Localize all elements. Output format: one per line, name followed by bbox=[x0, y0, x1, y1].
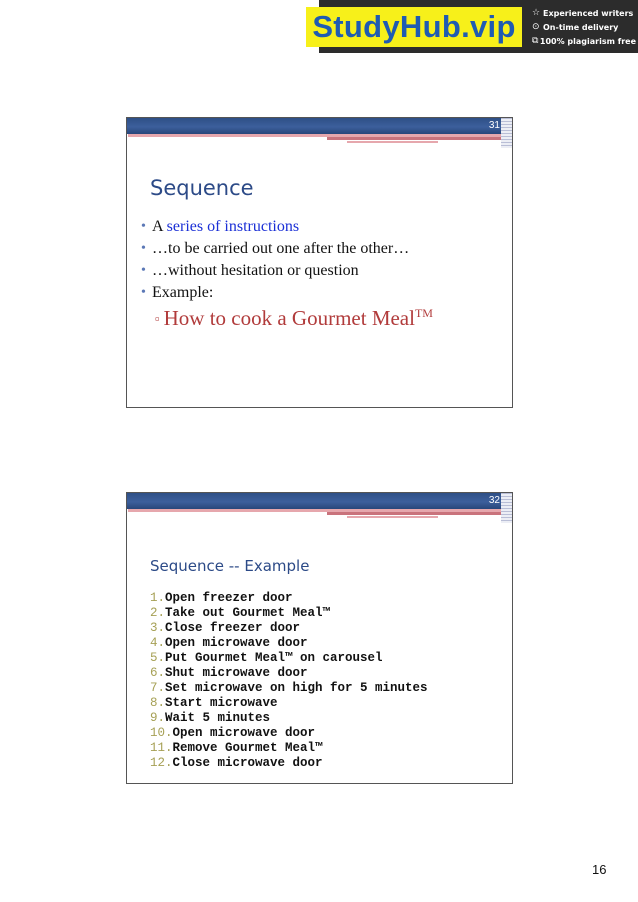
step-item bbox=[150, 606, 428, 621]
step-number: 6. bbox=[150, 666, 166, 680]
bullet-dot: • bbox=[141, 263, 146, 278]
step-item bbox=[150, 651, 428, 666]
slide-title: Sequence -- Example bbox=[150, 557, 310, 575]
step-number: 12. bbox=[150, 756, 173, 770]
step-text: Set microwave on high for 5 minutes bbox=[165, 681, 428, 695]
slide-31 bbox=[126, 117, 513, 408]
accent-line bbox=[327, 512, 501, 515]
feature-plagiarism-free bbox=[532, 34, 636, 48]
bullet-item bbox=[141, 260, 409, 282]
step-number: 2. bbox=[150, 606, 166, 620]
bullet-text: …without hesitation or question bbox=[152, 262, 359, 279]
bullet-text: …to be carried out one after the other… bbox=[152, 240, 410, 257]
bullet-item bbox=[141, 216, 409, 238]
studyhub-logo[interactable] bbox=[312, 0, 516, 53]
feature-text: Experienced writers bbox=[543, 8, 634, 18]
accent-line bbox=[347, 141, 438, 143]
slide-header-accent bbox=[127, 134, 501, 142]
banner-features bbox=[532, 6, 636, 48]
bullet-text: Example: bbox=[152, 284, 214, 301]
slide-header-bar bbox=[127, 118, 501, 134]
slide-header-accent bbox=[127, 509, 501, 517]
step-item bbox=[150, 591, 428, 606]
step-number: 4. bbox=[150, 636, 166, 650]
step-item bbox=[150, 666, 428, 681]
step-text: Shut microwave door bbox=[165, 666, 308, 680]
feature-experienced-writers bbox=[532, 6, 636, 20]
feature-text: On-time delivery bbox=[543, 22, 619, 32]
step-text: Start microwave bbox=[165, 696, 278, 710]
bullet-dot: • bbox=[141, 241, 146, 256]
step-text: Take out Gourmet Meal™ bbox=[165, 606, 331, 620]
step-text: Open microwave door bbox=[165, 636, 308, 650]
clock-icon: ⊙ bbox=[532, 22, 540, 32]
copy-icon: ⧉ bbox=[532, 36, 539, 46]
step-text: Put Gourmet Meal™ on carousel bbox=[165, 651, 383, 665]
step-number: 10. bbox=[150, 726, 173, 740]
step-number: 3. bbox=[150, 621, 166, 635]
sub-bullet bbox=[155, 306, 433, 331]
bullet-item bbox=[141, 238, 409, 260]
step-item bbox=[150, 741, 428, 756]
feature-on-time-delivery bbox=[532, 20, 636, 34]
slide-number: 32 bbox=[488, 495, 500, 506]
star-icon: ☆ bbox=[532, 8, 541, 18]
slide-32 bbox=[126, 492, 513, 784]
step-item bbox=[150, 636, 428, 651]
slide-side-strip bbox=[501, 118, 512, 148]
highlighted-text: series of instructions bbox=[166, 218, 300, 235]
bullet-item bbox=[141, 282, 409, 304]
step-text: Close freezer door bbox=[165, 621, 301, 635]
step-text: Open freezer door bbox=[165, 591, 293, 605]
step-list bbox=[150, 591, 428, 771]
slide-number: 31 bbox=[488, 120, 500, 131]
bullet-text: A bbox=[152, 218, 167, 235]
slide-side-strip bbox=[501, 493, 512, 523]
feature-text: 100% plagiarism free bbox=[539, 36, 636, 46]
step-item bbox=[150, 756, 428, 771]
logo-text: StudyHub.vip bbox=[306, 7, 521, 47]
step-text: Remove Gourmet Meal™ bbox=[172, 741, 323, 755]
sub-bullet-text: How to cook a Gourmet Meal bbox=[163, 306, 415, 330]
step-item bbox=[150, 711, 428, 726]
step-number: 8. bbox=[150, 696, 166, 710]
step-number: 9. bbox=[150, 711, 166, 725]
trademark-symbol: TM bbox=[414, 306, 433, 320]
bullet-list bbox=[141, 216, 409, 304]
step-item bbox=[150, 681, 428, 696]
step-text: Close microwave door bbox=[172, 756, 323, 770]
step-number: 1. bbox=[150, 591, 166, 605]
bullet-dot: • bbox=[141, 219, 146, 234]
accent-line bbox=[327, 137, 501, 140]
step-item bbox=[150, 726, 428, 741]
bullet-dot: • bbox=[141, 285, 146, 300]
step-text: Wait 5 minutes bbox=[165, 711, 271, 725]
step-number: 11. bbox=[150, 741, 173, 755]
step-number: 7. bbox=[150, 681, 166, 695]
slide-title: Sequence bbox=[150, 176, 254, 200]
slide-header-bar bbox=[127, 493, 501, 509]
step-text: Open microwave door bbox=[172, 726, 316, 740]
page-number: 16 bbox=[592, 862, 607, 877]
step-number: 5. bbox=[150, 651, 166, 665]
step-item bbox=[150, 621, 428, 636]
sub-bullet-marker: ▫ bbox=[155, 311, 160, 326]
step-item bbox=[150, 696, 428, 711]
accent-line bbox=[347, 516, 438, 518]
